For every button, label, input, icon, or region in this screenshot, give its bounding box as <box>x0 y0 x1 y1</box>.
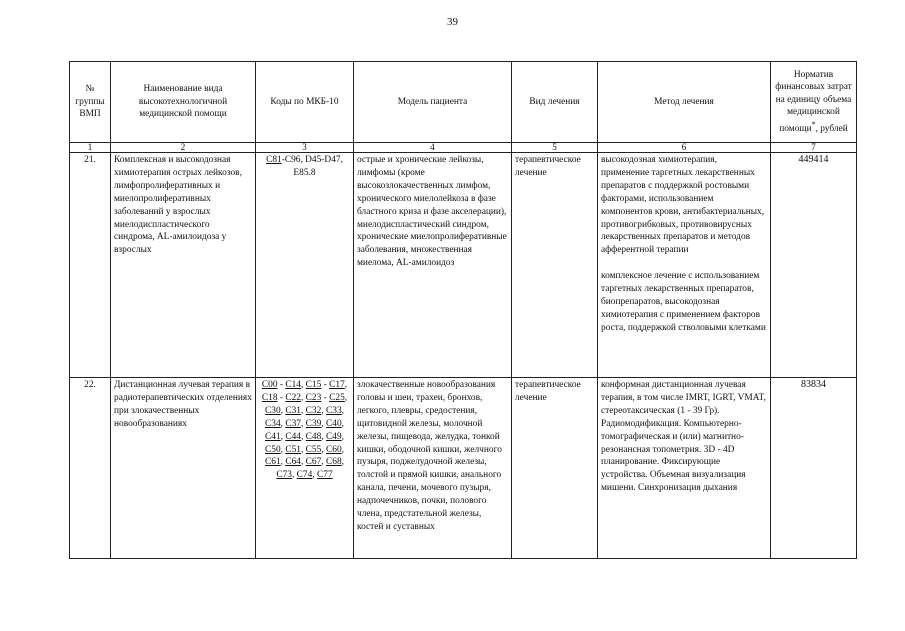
icd-code: C67 <box>305 457 322 468</box>
icd-code-separator: , <box>280 418 286 429</box>
icd-code-separator: , <box>280 444 286 455</box>
row-care-name: Дистанционная лучевая терапия в радиотерапевтических отделениях при злокачественных новообразованиях <box>111 378 256 559</box>
icd-code-separator: , <box>321 444 326 455</box>
icd-code-separator: , <box>341 431 344 442</box>
row-patient-model: острые и хронические лейкозы, лимфомы (кроме высокозлокачественных лимфом, хронического миелолейкоза в фазе бластного криза и фазе акселерации), миелодиспластический синдром, хронические миелопролиферативные заболевания, множественная миелома, AL-амилоидоз <box>354 153 512 378</box>
method-paragraph: комплексное лечение с использованием таргетных лекарственных препаратов, биопрепаратов, высокодозная химиотерапия с применением факторов роста, поддержкой стволовыми клетками <box>601 271 766 333</box>
icd-code: C77 <box>317 470 333 481</box>
icd-code-separator: , <box>280 457 286 468</box>
header-model: Модель пациента <box>354 62 512 143</box>
icd-code: C64 <box>285 457 301 468</box>
icd-code: C15 <box>305 380 322 390</box>
icd-code: C41 <box>265 431 281 442</box>
icd-code-separator: , <box>280 405 286 416</box>
icd-code: C81 <box>266 155 282 165</box>
icd-code-separator: , <box>344 380 348 390</box>
icd-code: C44 <box>285 431 301 442</box>
row-financial-norm: 449414 <box>771 153 857 378</box>
icd-code-separator: , <box>341 457 344 468</box>
icd-code-separator: , <box>291 470 297 481</box>
method-paragraph: конформная дистанционная лучевая терапия, в том числе IMRT, IGRT, VMAT, стереотаксическая (1 - 39 Гр). Радиомодификация. Компьютерно-томографическая и (или) магнитно-резонансная топометрия. 3D - 4D планирование. Фиксирующие устройства. Объемная визуализация мишени. Синхронизация дыхания <box>601 380 766 494</box>
table-row <box>70 378 857 559</box>
header-method: Метод лечения <box>598 62 771 143</box>
column-number-row <box>70 143 857 153</box>
row-treatment-type: терапевтическое лечение <box>512 153 598 378</box>
icd-code-separator: , <box>341 444 344 455</box>
icd-code: C68 <box>326 457 342 468</box>
icd-code: C55 <box>305 444 322 455</box>
table-header-row <box>70 62 857 143</box>
icd-code: C37 <box>285 418 301 429</box>
icd-code-separator: , <box>312 470 317 481</box>
row-treatment-method <box>598 153 771 378</box>
icd-code: C00 <box>261 380 278 390</box>
icd-code-separator: -C96, D45-D47, E85.8 <box>281 155 343 178</box>
icd-code: C50 <box>265 444 281 455</box>
column-number: 5 <box>512 143 598 153</box>
icd-code-separator: , <box>300 431 306 442</box>
header-group: № группы ВМП <box>70 62 111 143</box>
header-norm-mark: * <box>811 119 816 129</box>
page-number: 39 <box>447 16 458 28</box>
icd-code: C32 <box>305 405 322 416</box>
row-icd-codes <box>256 153 354 378</box>
icd-code: C60 <box>326 444 342 455</box>
icd-code-separator: , <box>300 457 306 468</box>
icd-code-separator: , <box>300 405 306 416</box>
row-icd-codes <box>256 378 354 559</box>
icd-code: C49 <box>326 431 342 442</box>
row-patient-model: злокачественные новообразования головы и шеи, трахеи, бронхов, легкого, плевры, средостения, щитовидной железы, молочной железы, пищевода, желудка, тонкой кишки, ободочной кишки, желчного пузыря, поджелудочной железы, толстой и прямой кишки, анального канала, печени, мочевого пузыря, надпочечников, почки, полового члена, предстательной железы, костей и суставных <box>354 378 512 559</box>
icd-code: C74 <box>296 470 313 481</box>
icd-code-separator: - <box>277 380 286 390</box>
icd-code-separator: , <box>300 380 306 390</box>
header-norm <box>771 62 857 143</box>
icd-code: C33 <box>326 405 342 416</box>
icd-code-separator: , <box>321 431 326 442</box>
row-group-number: 22. <box>70 378 111 559</box>
icd-code: C30 <box>265 405 281 416</box>
icd-code: C51 <box>285 444 301 455</box>
icd-code-separator: , <box>321 418 326 429</box>
icd-code-separator: , <box>300 418 306 429</box>
row-group-number: 21. <box>70 153 111 378</box>
row-financial-norm: 83834 <box>771 378 857 559</box>
icd-code: C25 <box>329 392 345 403</box>
icd-code-separator: - <box>321 392 330 403</box>
header-norm-unit: , рублей <box>815 123 848 134</box>
icd-code: C48 <box>305 431 322 442</box>
header-codes: Коды по МКБ-10 <box>256 62 354 143</box>
header-norm-text: Норматив финансовых затрат на единицу объема медицинской помощи <box>775 69 852 134</box>
method-paragraph: высокодозная химиотерапия, применение таргетных лекарственных препаратов с поддержкой ростовыми факторами, использованием компонентов крови, антибактериальных, противогрибковых, противовирусных лекарственных препаратов и методов афферентной терапии <box>601 155 765 256</box>
icd-code: C39 <box>305 418 322 429</box>
icd-code: C22 <box>285 392 301 403</box>
icd-code-separator: , <box>344 392 348 403</box>
column-number: 2 <box>111 143 256 153</box>
header-treatment-type: Вид лечения <box>512 62 598 143</box>
vmp-table <box>69 61 857 559</box>
icd-code: C73 <box>276 470 292 481</box>
icd-code: C23 <box>305 392 322 403</box>
icd-code-separator: , <box>341 405 344 416</box>
column-number: 6 <box>598 143 771 153</box>
icd-code-separator: , <box>341 418 344 429</box>
icd-code-separator: , <box>300 444 306 455</box>
icd-code: C18 <box>261 392 278 403</box>
header-name: Наименование вида высокотехнологичной медицинской помощи <box>111 62 256 143</box>
icd-code: C31 <box>285 405 301 416</box>
row-treatment-method <box>598 378 771 559</box>
icd-code-separator: , <box>321 457 326 468</box>
table-row <box>70 153 857 378</box>
column-number: 1 <box>70 143 111 153</box>
icd-code-separator: - <box>321 380 330 390</box>
icd-code-separator: , <box>321 405 326 416</box>
icd-code: C14 <box>285 380 301 390</box>
row-care-name: Комплексная и высокодозная химиотерапия острых лейкозов, лимфопролиферативных и миелопролиферативных заболеваний у взрослых миелодиспластического синдрома, AL-амилоидоза у взрослых <box>111 153 256 378</box>
icd-code-separator: - <box>277 392 286 403</box>
row-treatment-type: терапевтическое лечение <box>512 378 598 559</box>
icd-code-separator: , <box>280 431 286 442</box>
column-number: 7 <box>771 143 857 153</box>
icd-code: C40 <box>326 418 342 429</box>
icd-code: C34 <box>265 418 281 429</box>
icd-code: C61 <box>265 457 281 468</box>
column-number: 4 <box>354 143 512 153</box>
icd-code-separator: , <box>300 392 306 403</box>
icd-code: C17 <box>329 380 345 390</box>
column-number: 3 <box>256 143 354 153</box>
